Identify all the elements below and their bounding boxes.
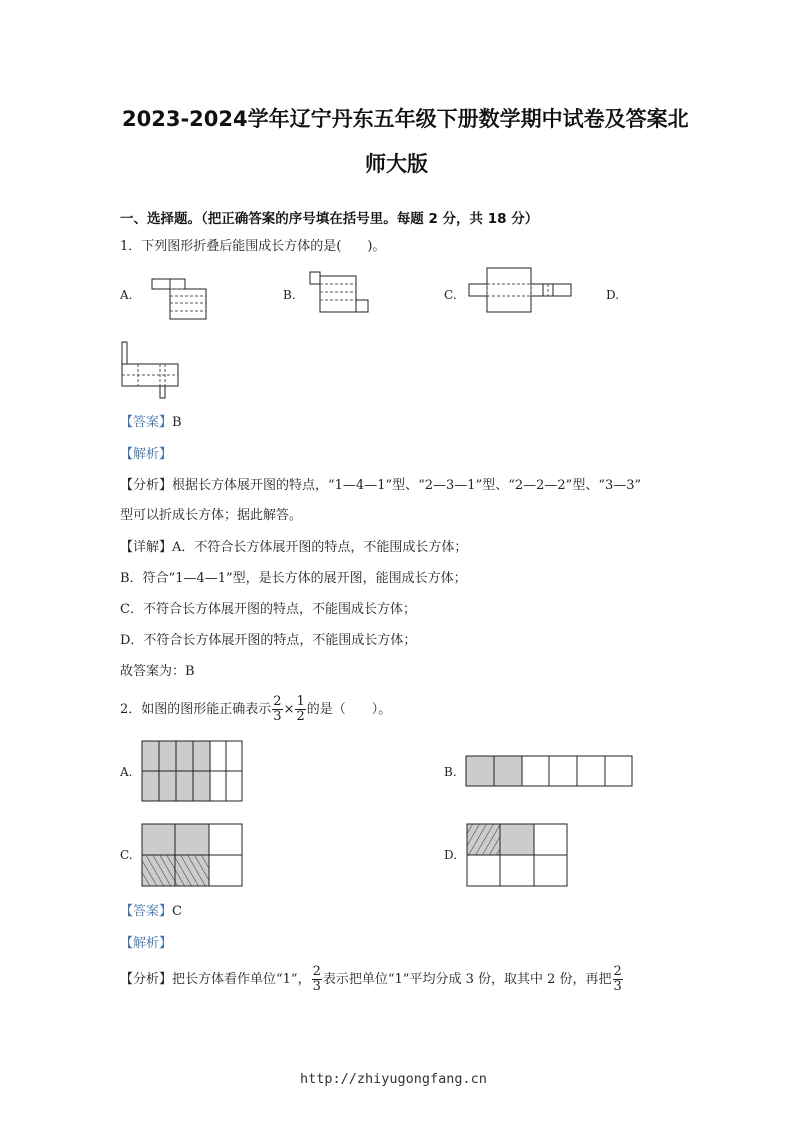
q2-figure-c	[141, 823, 245, 888]
q2-fraction-3-num: 2	[312, 964, 321, 979]
q2-answer-value: C	[172, 904, 182, 919]
q2-answer	[120, 904, 182, 920]
q1-detail-a-text: A．不符合长方体展开图的特点，不能围成长方体；	[172, 540, 468, 555]
q2-option-b-label: B.	[444, 765, 457, 779]
q1-fenxi-tag: 【分析】	[120, 478, 173, 493]
q1-detail-b: B．符合“1—4—1”型，是长方体的展开图，能围成长方体；	[120, 571, 467, 586]
q2-fraction-4-num: 2	[613, 964, 622, 979]
q1-figure-d	[118, 340, 188, 402]
q1-conclusion: 故答案为：B	[120, 664, 195, 679]
footer-url[interactable]: http://zhiyugongfang.cn	[300, 1071, 487, 1087]
q2-option-c-label: C.	[120, 848, 133, 862]
q2-option-d-label: D.	[444, 848, 458, 862]
q2-fraction-1-num: 2	[273, 694, 282, 709]
q2-fraction-1-den: 3	[273, 709, 282, 724]
q1-analysis-tag: 【解析】	[120, 447, 173, 462]
q1-option-b-label: B.	[283, 288, 296, 302]
q2-figure-b	[465, 755, 635, 789]
q1-answer	[120, 415, 182, 431]
q2-figure-d	[466, 823, 570, 888]
q2-fraction-3-den: 3	[312, 979, 321, 994]
q1-detail-c: C．不符合长方体展开图的特点，不能围成长方体；	[120, 602, 416, 617]
q1-answer-tag: 【答案】	[120, 415, 173, 430]
q1-detail-d: D．不符合长方体展开图的特点，不能围成长方体；	[120, 633, 417, 648]
q1-fenxi-line2: 型可以折成长方体；据此解答。	[120, 508, 303, 523]
q1-detail-a	[120, 540, 467, 556]
q2-fraction-4-den: 3	[613, 979, 622, 994]
q2-option-a-label: A.	[120, 765, 133, 779]
q1-option-a-label: A.	[120, 288, 133, 302]
q1-option-c-label: C.	[444, 288, 457, 302]
q1-answer-value: B	[172, 415, 182, 430]
q1-fenxi-line1	[120, 478, 641, 494]
q2-stem-prefix: 2．如图的图形能正确表示	[120, 702, 272, 717]
document-title-line1: 2023-2024学年辽宁丹东五年级下册数学期中试卷及答案北	[122, 107, 689, 131]
q2-times-sign: ×	[283, 702, 295, 717]
section-heading: 一、选择题。（把正确答案的序号填在括号里。每题 2 分，共 18 分）	[120, 211, 539, 227]
q2-figure-a	[141, 740, 245, 804]
q2-fenxi-line	[120, 960, 624, 1000]
q1-fenxi-text: 根据长方体展开图的特点，“1—4—1”型、“2—3—1”型、“2—2—2”型、“3—3”	[172, 478, 642, 493]
q2-analysis-tag: 【解析】	[120, 936, 173, 951]
document-title-line2: 师大版	[365, 152, 428, 176]
q2-fraction-2-num: 1	[296, 694, 305, 709]
q2-fraction-2	[295, 695, 305, 724]
q1-option-d-label: D.	[606, 288, 620, 302]
q1-figure-c	[467, 265, 577, 315]
q1-figure-b	[308, 270, 373, 316]
q2-fraction-3	[312, 965, 322, 994]
q2-stem-suffix: 的是（ ）。	[306, 702, 392, 717]
q2-fraction-1	[272, 695, 282, 724]
q1-figure-a	[150, 276, 210, 321]
q1-xiangjie-tag: 【详解】	[120, 540, 173, 555]
q2-stem	[120, 690, 391, 730]
q2-fraction-2-den: 2	[296, 709, 305, 724]
q2-fenxi-part2: 表示把单位“1”平均分成 3 份，取其中 2 份，再把	[322, 972, 612, 987]
q2-answer-tag: 【答案】	[120, 904, 173, 919]
q1-stem: 1．下列图形折叠后能围成长方体的是( )。	[120, 239, 386, 254]
q2-fenxi-tag: 【分析】	[120, 972, 173, 987]
q2-fenxi-part1: 把长方体看作单位“1”，	[172, 972, 311, 987]
q2-fraction-4	[613, 965, 623, 994]
